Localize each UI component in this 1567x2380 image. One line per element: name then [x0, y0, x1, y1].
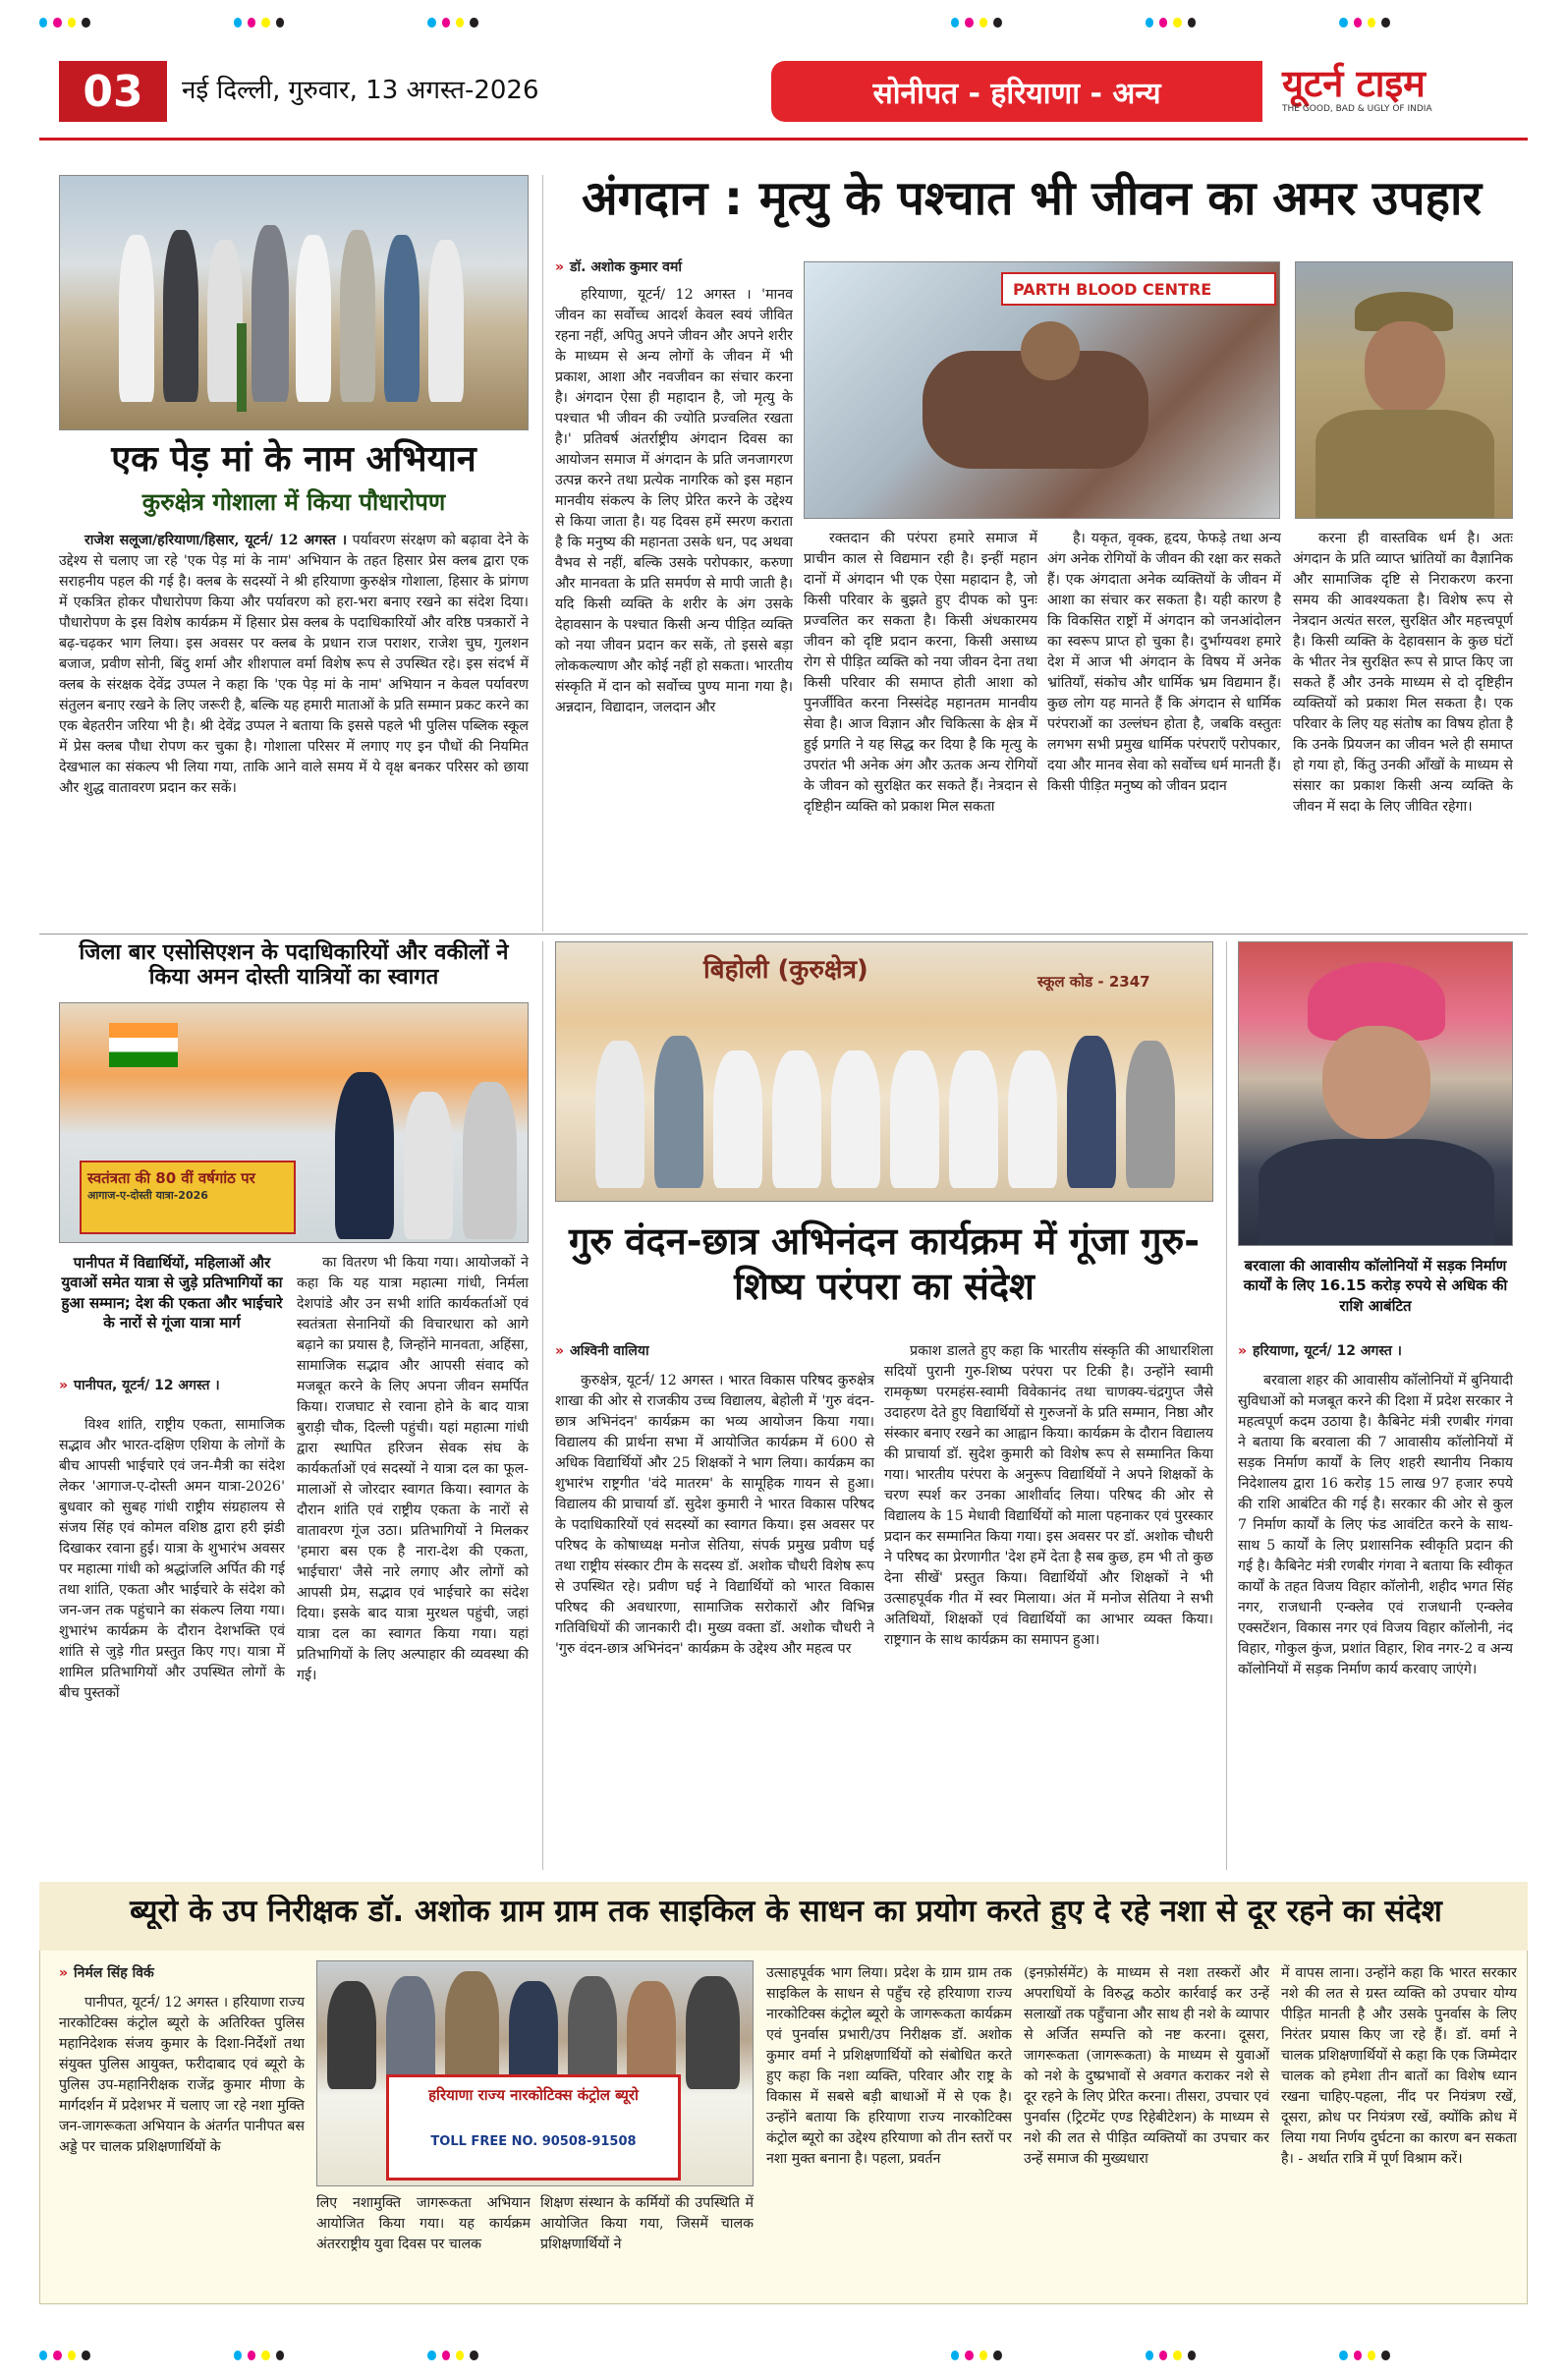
registration-dot [456, 18, 464, 28]
registration-dot [53, 18, 61, 28]
registration-dot [39, 18, 47, 28]
registration-dot [82, 18, 89, 28]
cycle-col-3 [540, 2193, 754, 2295]
registration-dot [1159, 2351, 1167, 2360]
registration-dot [470, 2351, 477, 2360]
school-byline [555, 1341, 649, 1360]
narcotics-banner-title: हरियाणा राज्य नारकोटिक्स कंट्रोल ब्यूरो [428, 2086, 639, 2104]
peace-dateline: पानीपत, यूटर्न/ 12 अगस्त । [74, 1378, 220, 1393]
registration-dot [951, 2351, 959, 2360]
registration-dot [248, 2351, 255, 2360]
registration-dot [1173, 2351, 1181, 2360]
registration-dot [234, 18, 242, 28]
bullet-icon: » [59, 1378, 69, 1393]
cycle-author: निर्मल सिंह विर्क [74, 1965, 154, 1981]
cycle-col-2 [316, 2193, 531, 2295]
blood-donation-photo [804, 261, 1280, 519]
registration-dot [248, 18, 255, 28]
peace-text-1: विश्व शांति, राष्ट्रीय एकता, सामाजिक सद्भाव और भारत-दक्षिण एशिया के लोगों के बीच आपसी भाईचारे एवं जन-मैत्री का संदेश लेकर 'आगाज-ए-दोस्ती अमन यात्रा-2026' बुधवार को सुबह गांधी राष्ट्रीय संग्रहालय से संजय सिंह एवं कोमल वशिष्ठ द्वारा हरी झंडी दिखाकर रवाना हुई। यात्रा के शुभारंभ अवसर पर महात्मा गांधी को श्रद्धांजलि अर्पित की गई तथा शांति, एकता और भाईचारे के संदेश को जन-जन तक पहुंचाने का संकल्प लिया गया। शुभारंभ कार्यक्रम के दौरान देशभक्ति एवं शांति से जुड़े गीत प्रस्तुत किए गए। यात्रा में शामिल प्रतिभागियों और उपस्थित लोगों के बीच पुस्तकों [59, 1417, 285, 1702]
dateline: नई दिल्ली, गुरुवार, 13 अगस्त-2026 [182, 76, 539, 105]
registration-dot [427, 18, 435, 28]
registration-dot [427, 2351, 435, 2360]
organ-headline: अंगदान : मृत्यु के पश्चात भी जीवन का अमर उपहार [581, 171, 1483, 226]
peace-byline [59, 1376, 220, 1394]
organ-text-2: रक्तदान की परंपरा हमारे समाज में प्राचीन काल से विद्यमान रही है। इन्हीं महान दानों में अंगदान भी एक ऐसा महादान है, जो किसी परिवार के बुझते हुए दीपक को पुनः प्रज्वलित कर सकता है। किसी अंधकारमय जीवन को दृष्टि प्रदान करना, किसी असाध्य रोग से पीड़ित व्यक्ति को नया जीवन देना तथा किसी परिवार की समाप्त होती आशा को पुनर्जीवित करना निस्संदेह महानतम मानवीय सेवा है। आज विज्ञान और चिकित्सा के क्षेत्र में हुई प्रगति ने यह सिद्ध कर दिया है कि मृत्यु के उपरांत भी अनेक अंग और ऊतक अन्य रोगियों के जीवन को सुरक्षित कर सकते हैं। नेत्रदान से दृष्टिहीन व्यक्ति को प्रकाश मिल सकता [804, 531, 1037, 816]
cycle-text-5: (इनफ़ोर्समेंट) के माध्यम से नशा तस्करों और अपराधियों के विरुद्ध कठोर कार्रवाई कर उन्हें सलाखों तक पहुँचाना और साथ ही नशे के व्यापार से अर्जित सम्पत्ति को नष्ट करना। दूसरा, जागरूकता (जागरूकता) के माध्यम से युवाओं को नशे के दुष्प्रभावों से अवगत कराकर नशे से दूर रहने के लिए प्रेरित करना। तीसरा, उपचार एवं पुनर्वास (ट्रिटमेंट एण्ड रिहेबीटेशन) के माध्यम से नशे की लत से पीड़ित व्यक्तियों का उपचार कर उन्हें समाज की मुख्यधारा [1024, 1965, 1269, 2168]
logo-text: यूटर्न टाइम [1282, 62, 1426, 105]
march-banner-sub: आगाज-ए-दोस्ती यात्रा-2026 [87, 1189, 208, 1202]
school-headline: गुरु वंदन-छात्र अभिनंदन कार्यक्रम में गूंजा गुरु-शिष्य परंपरा का संदेश [568, 1219, 1201, 1309]
registration-dot [965, 2351, 973, 2360]
registration-dot [442, 2351, 450, 2360]
registration-dot [1339, 18, 1347, 28]
cycle-text-3: शिक्षण संस्थान के कर्मियों की उपस्थिति में आयोजित किया गया, जिसमें चालक प्रशिक्षणार्थियों ने [540, 2195, 754, 2253]
registration-dot [1173, 18, 1181, 28]
registration-dot [1381, 18, 1389, 28]
registration-dot [261, 2351, 269, 2360]
cycle-byline [59, 1963, 154, 1982]
school-author: अश्विनी वालिया [570, 1343, 649, 1359]
minister-portrait [1238, 941, 1513, 1246]
plantation-dateline: राजेश सलूजा/हरियाणा/हिसार, यूटर्न/ 12 अगस्त । [84, 533, 348, 548]
registration-dot [1354, 2351, 1362, 2360]
registration-dot [1188, 2351, 1196, 2360]
registration-dot [53, 2351, 61, 2360]
peace-col-2 [297, 1253, 529, 1867]
section-divider [39, 934, 1528, 935]
registration-dot [82, 2351, 89, 2360]
registration-dot [979, 18, 987, 28]
registration-dot [993, 18, 1001, 28]
registration-dot [993, 2351, 1001, 2360]
registration-dot [68, 2351, 76, 2360]
peace-col-1 [59, 1415, 285, 1867]
logo-tagline: THE GOOD, BAD & UGLY OF INDIA [1282, 104, 1432, 114]
page-header [59, 61, 1488, 122]
column-rule [542, 175, 543, 932]
registration-dot [276, 18, 284, 28]
bullet-icon: » [1238, 1343, 1248, 1359]
organ-author: डॉ. अशोक कुमार वर्मा [570, 259, 682, 275]
organ-col-3 [1047, 529, 1281, 929]
blood-centre-sign: PARTH BLOOD CENTRE [1001, 272, 1276, 306]
cycle-text-1: पानीपत, यूटर्न/ 12 अगस्त । हरियाणा राज्य नारकोटिक्स कंट्रोल ब्यूरो के अतिरिक्त पुलिस महानिदेशक संजय कुमार के दिशा-निर्देशों तथा संयुक्त पुलिस आयुक्त, फरीदाबाद एवं ब्यूरो के पुलिस उप-महानिरीक्षक राजेंद्र कुमार मीणा के मार्गदर्शन में प्रदेशभर में चलाए जा रहे नशा मुक्ति जन-जागरूकता अभियान के अंतर्गत पानीपत बस अड्डे पर चालक प्रशिक्षणार्थियों के [59, 1995, 305, 2156]
school-sign: बिहोली (कुरुक्षेत्र) [703, 955, 868, 985]
column-rule [542, 941, 543, 1870]
registration-dot [1368, 2351, 1375, 2360]
organ-col-4 [1293, 529, 1513, 929]
cycle-headline: ब्यूरो के उप निरीक्षक डॉ. अशोक ग्राम ग्राम तक साइकिल के साधन का प्रयोग करते हुए दे रहे नशा से दूर रहने का संदेश [130, 1895, 1442, 1929]
barwala-body [1238, 1371, 1513, 1867]
barwala-caption: बरवाला की आवासीय कॉलोनियों में सड़क निर्माण कार्यों के लिए 16.15 करोड़ रुपये से अधिक की राशि आबंटित [1243, 1257, 1508, 1315]
registration-dot [68, 18, 76, 28]
school-code-sign: स्कूल कोड - 2347 [1037, 973, 1150, 991]
registration-dot [276, 2351, 284, 2360]
organ-text-1: हरियाणा, यूटर्न/ 12 अगस्त । 'मानव जीवन का सर्वोच्च आदर्श केवल स्वयं जीवित रहना नहीं, अपितु अपने जीवन और अपने शरीर के माध्यम से अन्य लोगों के जीवन में भी प्रकाश, आशा और नवजीवन का संचार करना है। अंगदान ऐसा ही महादान है, जो मृत्यु के पश्चात भी जीवन की ज्योति प्रज्वलित रखता है।' प्रतिवर्ष अंतर्राष्ट्रीय अंगदान दिवस का आयोजन समाज में अंगदान के प्रति जनजागरण उत्पन्न करने तथा प्रत्येक नागरिक को इस महान मानवीय संकल्प के लिए प्रेरित करने के उद्देश्य से किया जाता है। यह दिवस हमें स्मरण कराता है कि मनुष्य की महानता उसके धन, पद अथवा वैभव से नहीं, बल्कि उसके परोपकार, करुणा और मानवता के प्रति समर्पण से मापी जाती है। यदि किसी व्यक्ति के शरीर के अंग उसके देहावसान के पश्चात किसी अन्य पीड़ित व्यक्ति को नया जीवन प्रदान कर सकें, तो इससे बड़ा लोककल्याण और कोई नहीं हो सकता। भारतीय संस्कृति में दान को सर्वोच्च पुण्य माना गया है। अन्नदान, विद्यादान, जलदान और [555, 287, 793, 716]
plantation-subheadline: कुरुक्षेत्र गोशाला में किया पौधारोपण [141, 488, 446, 516]
registration-dot [1339, 2351, 1347, 2360]
peace-march-photo [59, 1002, 529, 1243]
organ-byline [555, 257, 682, 276]
registration-dot [1146, 18, 1153, 28]
cmyk-registration-marks [39, 18, 1528, 28]
masthead-logo [1282, 57, 1508, 126]
registration-dot [39, 2351, 47, 2360]
peace-text-2: का वितरण भी किया गया। आयोजकों ने कहा कि यह यात्रा महात्मा गांधी, निर्मला देशपांडे और उन सभी शांति कार्यकर्ताओं एवं स्वतंत्रता सेनानियों की विचारधारा को आगे बढ़ाने का प्रयास है, जिन्होंने मानवता, अहिंसा, सामाजिक सद्भाव और आपसी संवाद को मजबूत करने के लिए अपना जीवन समर्पित किया। राजघाट से रवाना होने के बाद यात्रा बुराड़ी चौक, दिल्ली पहुंची। यहां महात्मा गांधी द्वारा स्थापित हरिजन सेवक संघ के कार्यकर्ताओं एवं सदस्यों ने यात्रा दल का फूल-मालाओं से जोरदार स्वागत किया। स्वागत के दौरान शांति एवं राष्ट्रीय एकता के नारों से वातावरण गूंज उठा। प्रतिभागियों ने मिलकर 'हमारा बस एक है नारा-देश की एकता, भाईचारा' जैसे नारे लगाए और लोगों को आपसी प्रेम, सद्भाव एवं भाईचारे का संदेश दिया। इसके बाद यात्रा मुरथल पहुंची, जहां यात्रा दल का स्वागत किया गया। यहां प्रतिभागियों के लिए अल्पाहार की व्यवस्था की गई। [297, 1255, 529, 1684]
registration-dot [1146, 2351, 1153, 2360]
cycle-col-4 [766, 1963, 1012, 2295]
barwala-text: बरवाला शहर की आवासीय कॉलोनियों में बुनियादी सुविधाओं को मजबूत करने की दिशा में प्रदेश सरकार ने महत्वपूर्ण कदम उठाया है। कैबिनेट मंत्री रणबीर गंगवा ने बताया कि बरवाला की 7 आवासीय कॉलोनियों में सड़क निर्माण कार्यों के लिए शहरी स्थानीय निकाय निदेशालय द्वारा 16 करोड़ 15 लाख 97 हजार रुपये की राशि आबंटित की गई है। सरकार की ओर से कुल 7 निर्माण कार्यों के लिए फंड आवंटित करने के साथ-साथ 5 कार्यों के लिए प्रशासनिक स्वीकृति प्रदान की गई है। कैबिनेट मंत्री रणबीर गंगवा ने बताया कि स्वीकृत कार्यों के तहत विजय विहार कॉलोनी, शहीद भगत सिंह नगर, राजधानी एन्क्लेव एवं राजधानी एन्क्लेव एक्सटेंशन, विकास नगर एवं विजय विहार कॉलोनी, नंद विहार, गोकुल कुंज, प्रशांत विहार, शिव नगर-2 व अन्य कॉलोनियों में सड़क निर्माण कार्य करवाए जाएंगे। [1238, 1373, 1513, 1678]
school-col-2 [884, 1341, 1213, 1867]
bullet-icon: » [555, 1343, 565, 1359]
registration-dot [442, 18, 450, 28]
school-text-2: प्रकाश डालते हुए कहा कि भारतीय संस्कृति की आधारशिला सदियों पुरानी गुरु-शिष्य परंपरा पर टिकी है। उन्होंने स्वामी रामकृष्ण परमहंस-स्वामी विवेकानंद तथा चाणक्य-चंद्रगुप्त जैसे उदाहरण देते हुए विद्यार्थियों से गुरुजनों के प्रति सम्मान, निष्ठा और संस्कार बनाए रखने का आह्वान किया। कार्यक्रम के दौरान विद्यालय की प्राचार्या डॉ. सुदेश कुमारी को विशेष रूप से सम्मानित किया गया। भारतीय परंपरा के अनुरूप विद्यार्थियों ने अपने शिक्षकों के चरण स्पर्श कर उनका आशीर्वाद लिया। परिषद की ओर से विद्यालय के 15 मेधावी विद्यार्थियों को माला पहनाकर एवं पुरस्कार प्रदान कर सम्मानित किया गया। इस अवसर पर डॉ. अशोक चौधरी ने परिषद का प्रेरणागीत 'देश हमें देता है सब कुछ, हम भी तो कुछ देना सीखें' प्रस्तुत किया। विद्यार्थियों और शिक्षकों ने भी उत्साहपूर्वक गीत में स्वर मिलाया। अंत में मनोज सेतिया ने सभी अतिथियों, शिक्षकों एवं विद्यार्थियों का आभार व्यक्त किया। राष्ट्रगान के साथ कार्यक्रम का समापन हुआ। [884, 1343, 1213, 1649]
registration-dot [965, 18, 973, 28]
registration-dot [456, 2351, 464, 2360]
cycle-col-5 [1024, 1963, 1269, 2295]
registration-dot [1188, 18, 1196, 28]
registration-dot [1381, 2351, 1389, 2360]
organ-text-3: है। यकृत, वृक्क, हृदय, फेफड़े तथा अन्य अंग अनेक रोगियों के जीवन की रक्षा कर सकते हैं। एक अंगदाता अनेक व्यक्तियों के जीवन में आशा का संचार कर सकता है। यही कारण है कि विकसित राष्ट्रों में अंगदान को जनआंदोलन का स्वरूप प्राप्त हो चुका है। दुर्भाग्यवश हमारे देश में आज भी अंगदान के विषय में अनेक भ्रांतियाँ, संकोच और धार्मिक भ्रम विद्यमान हैं। कुछ लोग यह मानते हैं कि अंगदान से धार्मिक परंपराओं का उल्लंघन होता है, जबकि वस्तुतः लगभग सभी प्रमुख धार्मिक परंपराएँ परोपकार, दया और मानव सेवा को सर्वोच्च धर्म मानती हैं। किसी पीड़ित मनुष्य को जीवन प्रदान [1047, 531, 1281, 795]
registration-dot [234, 2351, 242, 2360]
peace-photo-caption: पानीपत में विद्यार्थियों, महिलाओं और युवाओं समेत यात्रा से जुड़े प्रतिभागियों का हुआ सम्मान; देश की एकता और भाईचारे के नारों से गूंजा यात्रा मार्ग [61, 1254, 283, 1332]
cycle-col-1 [59, 1993, 305, 2295]
plantation-body [59, 531, 529, 929]
organ-text-4: करना ही वास्तविक धर्म है। अतः अंगदान के प्रति व्याप्त भ्रांतियों का वैज्ञानिक और सामाजिक दृष्टि से निराकरण करना समय की आवश्यकता है। विशेष रूप से नेत्रदान अत्यंत सरल, सुरक्षित और महत्त्वपूर्ण है। किसी व्यक्ति के देहावसान के कुछ घंटों के भीतर नेत्र सुरक्षित रूप से प्राप्त किए जा सकते हैं और उनके माध्यम से दो दृष्टिहीन व्यक्तियों को प्रकाश मिल सकता है। एक परिवार के लिए यह संतोष का विषय होता है कि उनके प्रियजन का जीवन भले ही समाप्त हो गया हो, किंतु उनकी आँखों के माध्यम से संसार का प्रकाश किसी अन्य व्यक्ति के जीवन में सदा के लिए जीवित रहेगा। [1293, 531, 1513, 816]
plantation-text: पर्यावरण संरक्षण को बढ़ावा देने के उद्देश्य से चलाए जा रहे 'एक पेड़ मां के नाम' अभियान के तहत हिसार प्रेस क्लब द्वारा एक सराहनीय पहल की गई है। क्लब के सदस्यों ने श्री हरियाणा कुरुक्षेत्र गोशाला, हिसार के प्रांगण में एकत्रित होकर पौधारोपण किया और पर्यावरण को हरा-भरा बनाए रखने का संदेश दिया। पौधारोपण के इस विशेष कार्यक्रम में हिसार प्रेस क्लब के पदाधिकारियों और वरिष्ठ पत्रकारों ने बढ़-चढ़कर भाग लिया। इस अवसर पर क्लब के प्रधान राज पराशर, राजेश चुघ, गुलशन बजाज, प्रवीण सोनी, बिंदु शर्मा और शीशपाल वर्मा विशेष रूप से उपस्थित रहे। इस संदर्भ में क्लब के संरक्षक देवेंद्र उप्पल ने कहा कि 'एक पेड़ मां के नाम' अभियान न केवल पर्यावरण संतुलन बनाए रखने के लिए जरूरी है, बल्कि यह हमारी माताओं के प्रति सम्मान प्रकट करने का एक बेहतरीन जरिया भी है। श्री देवेंद्र उप्पल ने बताया कि इससे पहले भी पुलिस पब्लिक स्कूल में प्रेस क्लब पौधा रोपण कर चुका है। गोशाला परिसर में लगाए गए इन पौधों की नियमित देखभाल का संकल्प भी लिया गया, ताकि आने वाले समय में ये वृक्ष बनकर परिसर को छाया और शुद्ध वातावरण प्रदान कर सकें। [59, 533, 529, 797]
barwala-dateline: हरियाणा, यूटर्न/ 12 अगस्त । [1253, 1343, 1402, 1359]
bullet-icon: » [555, 259, 565, 275]
cycle-text-2: लिए नशामुक्ति जागरूकता अभियान आयोजित किया गया। यह कार्यक्रम अंतरराष्ट्रीय युवा दिवस पर चालक [316, 2195, 531, 2253]
narcotics-awareness-photo [316, 1960, 754, 2186]
header-divider [39, 138, 1528, 141]
march-banner [80, 1161, 296, 1234]
school-col-1 [555, 1371, 874, 1867]
cmyk-registration-marks-bottom [39, 2351, 1528, 2360]
registration-dot [470, 18, 477, 28]
registration-dot [1354, 18, 1362, 28]
registration-dot [951, 18, 959, 28]
organ-col-1 [555, 285, 793, 929]
cycle-text-6: में वापस लाना। उन्होंने कहा कि भारत सरकार नशे की लत से ग्रस्त व्यक्ति को उपचार योग्य पीड़ित मानती है और उसके पुनर्वास के लिए निरंतर प्रयास किए जा रहे हैं। डॉ. वर्मा ने चालक प्रशिक्षणार्थियों से कहा कि एक जिम्मेदार चालक को हमेशा तीन बातों का विशेष ध्यान रखना चाहिए-पहला, नींद पर नियंत्रण रखें, दूसरा, क्रोध पर नियंत्रण रखें, क्योंकि क्रोध में लिया गया निर्णय दुर्घटना का कारण बन सकता है। - अर्थात रात्रि में पूर्ण विश्राम करें। [1281, 1965, 1517, 2168]
school-event-photo [555, 941, 1213, 1202]
bullet-icon: » [59, 1965, 69, 1981]
plantation-headline: एक पेड़ मां के नाम अभियान [111, 439, 476, 480]
cycle-text-4: उत्साहपूर्वक भाग लिया। प्रदेश के ग्राम ग्राम तक साइकिल के साधन से पहुँच रहे हरियाणा राज्य नारकोटिक्स कंट्रोल ब्यूरो के जागरूकता कार्यक्रम एवं पुनर्वास प्रभारी/उप निरीक्षक डॉ. अशोक कुमार वर्मा ने प्रशिक्षणार्थियों को संबोधित करते हुए कहा कि नशा व्यक्ति, परिवार और राष्ट्र के विकास में सबसे बड़ी बाधाओं में से एक है। उन्होंने बताया कि हरियाणा राज्य नारकोटिक्स कंट्रोल ब्यूरो का उद्देश्य हरियाणा को तीन स्तरों पर नशा मुक्त बनाना है। पहला, प्रवर्तन [766, 1965, 1012, 2168]
registration-dot [979, 2351, 987, 2360]
section-title: सोनीपत - हरियाणा - अन्य [771, 61, 1262, 122]
cycle-col-6 [1281, 1963, 1517, 2295]
author-portrait [1295, 261, 1513, 519]
narcotics-toll-free: TOLL FREE NO. 90508-91508 [430, 2134, 637, 2149]
barwala-byline [1238, 1341, 1402, 1360]
page-number: 03 [59, 61, 167, 122]
march-banner-text: स्वतंत्रता की 80 वीं वर्षगांठ पर [87, 1169, 255, 1187]
registration-dot [261, 18, 269, 28]
school-text-1: कुरुक्षेत्र, यूटर्न/ 12 अगस्त । भारत विकास परिषद कुरुक्षेत्र शाखा की ओर से राजकीय उच्च विद्यालय, बेहोली में 'गुरु वंदन-छात्र अभिनंदन' कार्यक्रम का भव्य आयोजन किया गया। विद्यालय की प्रार्थना सभा में आयोजित कार्यक्रम में 600 से अधिक विद्यार्थियों और 25 शिक्षकों ने भाग लिया। कार्यक्रम का शुभारंभ राष्ट्रगीत 'वंदे मातरम' के सामूहिक गायन से हुआ। विद्यालय की प्राचार्या डॉ. सुदेश कुमारी ने भारत विकास परिषद के पदाधिकारियों एवं सदस्यों का स्वागत किया। इस अवसर पर परिषद के कोषाध्यक्ष मनोज सेतिया, संपर्क प्रमुख प्रवीण घई तथा राष्ट्रीय संस्कार टीम के सदस्य डॉ. अशोक चौधरी विशेष रूप से उपस्थित रहे। प्रवीण घई ने विद्यार्थियों को भारत विकास परिषद की अवधारणा, सामाजिक सरोकारों और विभिन्न गतिविधियों की जानकारी दी। मुख्य वक्ता डॉ. अशोक चौधरी ने 'गुरु वंदन-छात्र अभिनंदन' कार्यक्रम के उद्देश्य और महत्व पर [555, 1373, 874, 1658]
plantation-photo [59, 175, 529, 430]
narcotics-banner [386, 2074, 681, 2181]
registration-dot [1159, 18, 1167, 28]
column-rule [1226, 941, 1227, 1870]
organ-col-2 [804, 529, 1037, 929]
registration-dot [1368, 18, 1375, 28]
peace-headline: जिला बार एसोसिएशन के पदाधिकारियों और वकीलों ने किया अमन दोस्ती यात्रियों का स्वागत [79, 940, 509, 990]
